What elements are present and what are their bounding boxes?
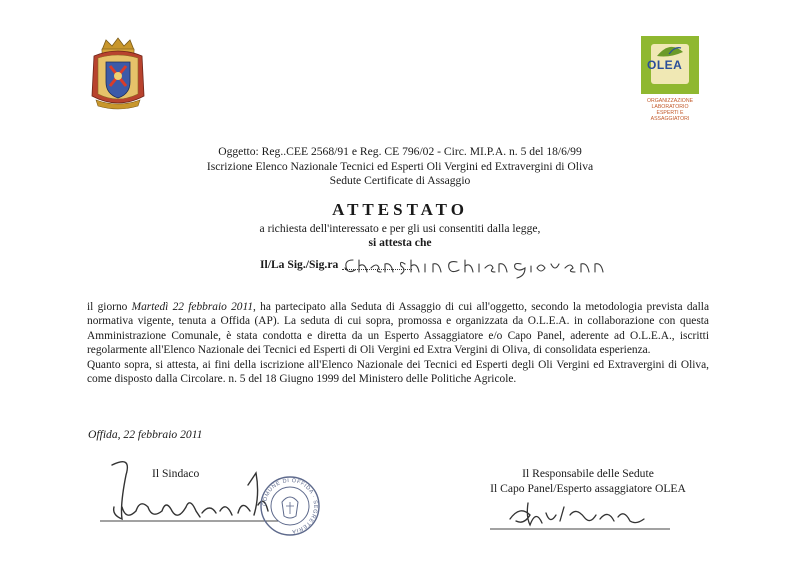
mayor-label: Il Sindaco [152,467,200,480]
sessions-line: Sedute Certificate di Assaggio [329,174,471,187]
mayor-signature [92,455,282,535]
olive-leaf-icon [655,44,685,58]
responsible-block [468,467,708,496]
session-date: Martedì 22 febbraio 2011 [131,301,254,313]
attesta-line: si attesta che [368,236,432,249]
body-paragraph-2: Quanto sopra, si attesta, ai fini della iscrizione all'Elenco Nazionale dei Tecnici ed Esperti degli Oli Vergini ed Extravergini di Oliva, come disposto dalla Circolare. n. 5 del 18 Giugno 1999 del Ministero delle Politiche Agricole. [87,358,709,386]
place-date: Offida, 22 febbraio 2011 [88,428,203,441]
document-subtitle: a richiesta dell'interessato e per gli usi consentiti dalla legge, [259,222,541,235]
document-title: ATTESTATO [332,200,468,219]
body-prefix: il giorno [87,301,132,313]
certificate-body [87,300,709,386]
municipal-stamp [258,474,322,538]
registry-line: Iscrizione Elenco Nazionale Tecnici ed Esperti Oli Vergini ed Extravergini di Oliva [206,159,594,173]
responsible-title: Il Responsabile delle Sedute [522,467,654,480]
municipal-crest-icon [88,36,148,112]
recipient-label: Il/La Sig./Sig.ra [260,258,339,271]
body-paragraph-1-text: , ha partecipato alla Seduta di Assaggio di cui all'oggetto, secondo la metodologia prevista dalla normativa vigente, tenuta a Offida (AP). La seduta di cui sopra, promossa e organizzata da O.L.E.A. in collaborazione con questa Amministrazione Comunale, è stata condotta e diretta da un Esperto Assaggiatore e/o Capo Panel, aderente ad O.L.E.A., iscritti regolarmente all'Elenco Nazionale dei Tecnici ed Esperti di Oli Vergini ed Extra Vergini di Oliva, di consolidata esperienza. [87,301,709,357]
body-paragraph-1 [87,300,709,358]
olea-logo-box [641,36,699,94]
olea-caption-line: ORGANIZZAZIONE [646,98,694,104]
stamp-text: COMUNE DI OFFIDA · SEGRETERIA [261,477,319,535]
responsible-signature [480,495,680,535]
olea-logo-text: OLEA [647,58,683,72]
olea-caption-line: LABORATORIO [651,104,689,110]
olea-caption-line: ASSAGGIATORI [650,116,690,122]
olea-logo-caption [641,98,699,122]
olea-caption-line: ESPERTI E [656,110,684,116]
responsible-role: Il Capo Panel/Esperto assaggiatore OLEA [490,481,686,495]
olea-logo [641,36,699,126]
subject-header [140,145,660,189]
subject-line: Oggetto: Reg..CEE 2568/91 e Reg. CE 796/02 - Circ. MI.P.A. n. 5 del 18/6/99 [218,145,582,158]
recipient-handwritten-name [341,254,611,280]
